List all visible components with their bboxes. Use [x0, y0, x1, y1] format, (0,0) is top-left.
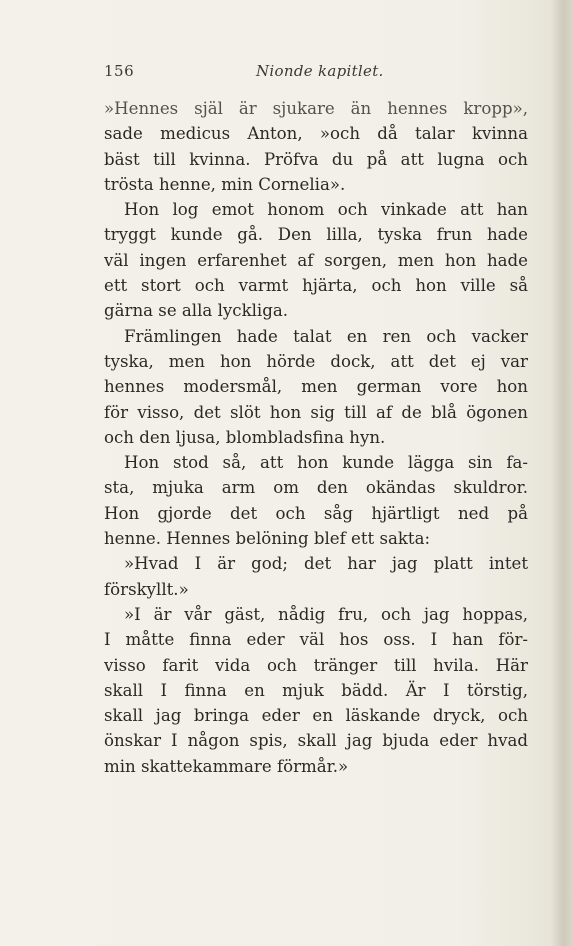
text-line: Främlingen hade talat en ren och vacker — [124, 326, 528, 346]
text-line: tryggt kunde gå. Den lilla, tyska frun hade — [104, 225, 528, 245]
page-edge-shadow — [551, 0, 573, 946]
body-text — [104, 96, 528, 779]
text-line: och den ljusa, blombladsfina hyn. — [104, 427, 386, 447]
text-line: sade medicus Anton, »och då talar kvinna — [104, 124, 528, 144]
text-line: gärna se alla lyckliga. — [104, 301, 289, 321]
text-line: »I är vår gäst, nådig fru, och jag hoppas, — [124, 604, 528, 624]
text-line: I måtte finna eder väl hos oss. I han för- — [104, 630, 528, 650]
text-line: skall I finna en mjuk bädd. Är I törstig, — [104, 680, 528, 700]
running-title: Nionde kapitlet. — [256, 62, 384, 80]
text-line: för visso, det slöt hon sig till af de blå ögonen — [104, 402, 528, 422]
text-line: tyska, men hon hörde dock, att det ej var — [104, 351, 528, 371]
text-line: min skattekammare förmår.» — [104, 756, 349, 776]
text-line: sta, mjuka arm om den okändas skuldror. — [104, 478, 528, 498]
text-line: Hon log emot honom och vinkade att han — [124, 200, 528, 220]
text-line: »Hennes själ är sjukare än hennes kropp», — [104, 99, 528, 118]
text-line: bäst till kvinna. Pröfva du på att lugna och — [104, 149, 528, 169]
text-line: ett stort och varmt hjärta, och hon ville så — [104, 276, 528, 296]
text-line: henne. Hennes belöning blef ett sakta: — [104, 529, 431, 549]
text-line: väl ingen erfarenhet af sorgen, men hon hade — [104, 250, 528, 270]
text-line: skall jag bringa eder en läskande dryck, och — [104, 706, 528, 726]
text-line: »Hvad I är god; det har jag platt intet — [124, 554, 528, 574]
text-line: visso farit vida och tränger till hvila. Här — [104, 655, 528, 675]
page-number: 156 — [104, 62, 135, 80]
text-line: förskyllt.» — [104, 579, 189, 599]
text-line: Hon gjorde det och såg hjärtligt ned på — [104, 503, 528, 523]
text-line: önskar I någon spis, skall jag bjuda eder hvad — [104, 731, 528, 751]
text-line: hennes modersmål, men german vore hon — [104, 377, 528, 397]
page-header — [104, 62, 528, 82]
text-line: trösta henne, min Cornelia». — [104, 174, 346, 194]
text-line: Hon stod så, att hon kunde lägga sin fa- — [124, 453, 528, 473]
